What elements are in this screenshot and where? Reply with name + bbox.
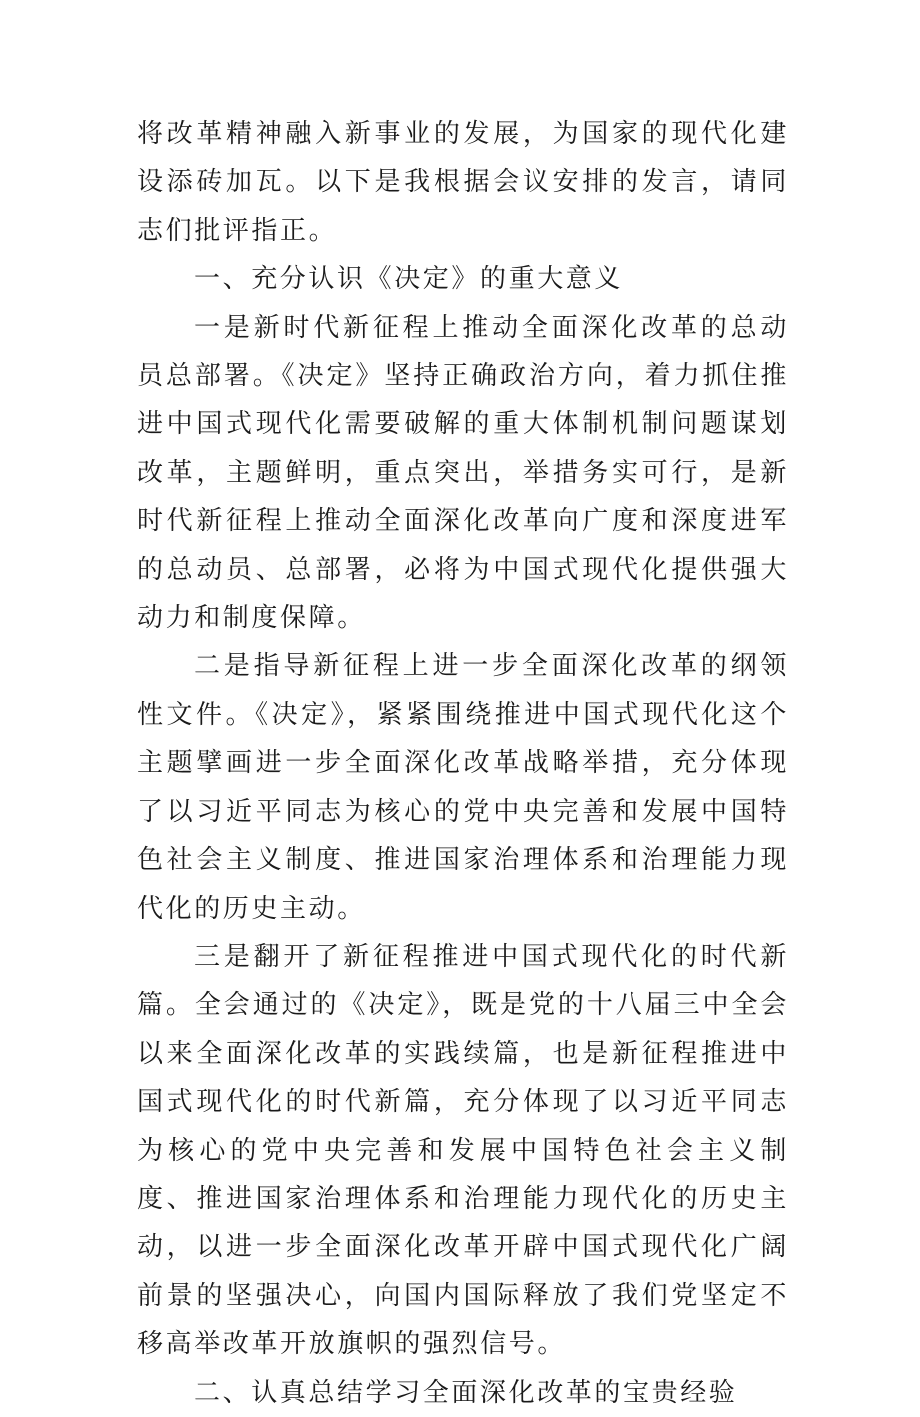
section-heading-2: 二、认真总结学习全面深化改革的宝贵经验 [194, 1377, 738, 1408]
paragraph-point-3: 三是翻开了新征程推进中国式现代化的时代新篇。全会通过的《决定》，既是党的十八届三中全会以来全面深化改革的实践续篇，也是新征程推进中国式现代化的时代新篇，充分体现了以习近平同志为核心的党中央完善和发展中国特色社会主义制度、推进国家治理体系和治理能力现代化的历史主动，以进一步全面深化改革开辟中国式现代化广阔前景的坚强决心，向国内国际释放了我们党坚定不移高举改革开放旗帜的强烈信号。 [137, 941, 789, 1360]
document-page [137, 110, 789, 1417]
paragraph-point-1: 一是新时代新征程上推动全面深化改革的总动员总部署。《决定》坚持正确政治方向，着力抓住推进中国式现代化需要破解的重大体制机制问题谋划改革，主题鲜明，重点突出，举措务实可行，是新时代新征程上推动全面深化改革向广度和深度进军的总动员、总部署，必将为中国式现代化提供强大动力和制度保障。 [137, 312, 789, 634]
paragraph-point-2: 二是指导新征程上进一步全面深化改革的纲领性文件。《决定》，紧紧围绕推进中国式现代化这个主题擘画进一步全面深化改革战略举措，充分体现了以习近平同志为核心的党中央完善和发展中国特色社会主义制度、推进国家治理体系和治理能力现代化的历史主动。 [137, 651, 789, 924]
section-heading-1: 一、充分认识《决定》的重大意义 [194, 264, 624, 295]
paragraph-intro-continuation: 将改革精神融入新事业的发展，为国家的现代化建设添砖加瓦。以下是我根据会议安排的发言，请同志们批评指正。 [137, 119, 789, 246]
